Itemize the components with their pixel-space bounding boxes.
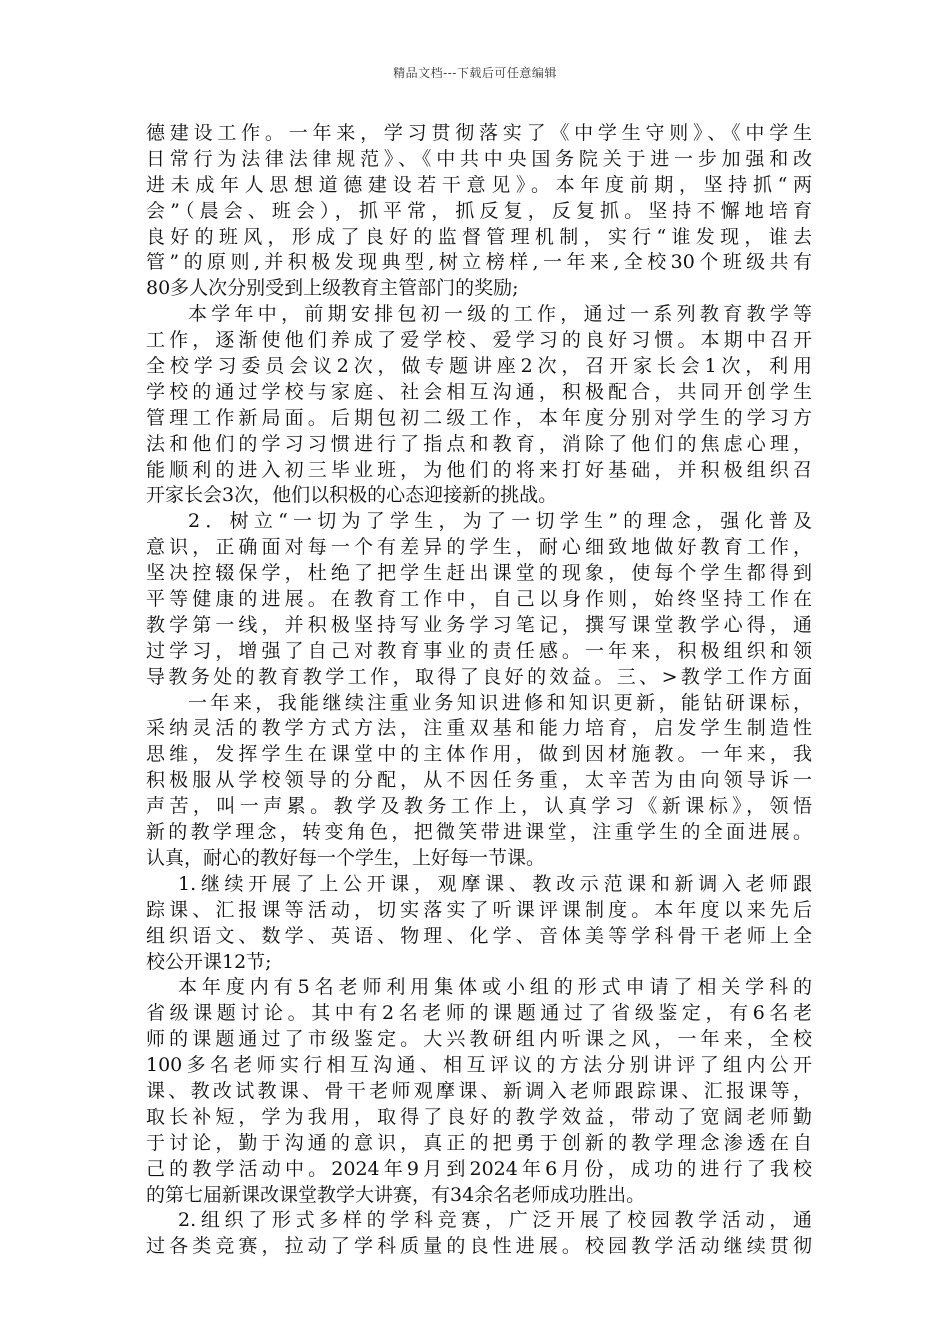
text-line: 组织语文、数学、英语、物理、化学、音体美等学科骨干老师上全 — [146, 924, 812, 947]
text-line: 本年度内有5名老师利用集体或小组的形式申请了相关学科的 — [178, 976, 812, 999]
text-line: 法和他们的学习习惯进行了指点和教育，消除了他们的焦虑心理， — [146, 432, 812, 455]
text-line: 德建设工作。一年来，学习贯彻落实了《中学生守则》、《中学生 — [146, 122, 812, 144]
page-header: 精品文档---下载后可任意编辑 — [393, 66, 557, 80]
text-line: 管”的原则,并积极发现典型,树立榜样,一年来,全校30个班级共有 — [146, 251, 812, 274]
text-line: 校公开课12节; — [146, 950, 272, 973]
text-line: 80多人次分别受到上级教育主管部门的奖励; — [146, 277, 519, 300]
text-line: 全校学习委员会议2次，做专题讲座2次，召开家长会1次，利用 — [146, 355, 812, 378]
text-line: 学校的通过学校与家庭、社会相互沟通，积极配合，共同开创学生 — [146, 380, 812, 403]
text-line: 100多名老师实行相互沟通、相互评议的方法分别讲评了组内公开 — [146, 1054, 812, 1077]
text-line: 积极服从学校领导的分配，从不因任务重，太辛苦为由向领导诉一 — [146, 769, 812, 792]
text-line: 进未成年人思想道德建设若干意见》。本年度前期，坚持抓“两 — [146, 173, 812, 196]
text-line: 省级课题讨论。其中有2名老师的课题通过了省级鉴定，有6名老 — [146, 1002, 812, 1025]
text-line: 1.继续开展了上公开课，观摩课、教改示范课和新调入老师跟 — [178, 872, 812, 895]
text-line: 课、教改试教课、骨干老师观摩课、新调入老师跟踪课、汇报课等， — [146, 1079, 812, 1102]
text-line: 会”（晨会、班会），抓平常，抓反复，反复抓。坚持不懈地培育 — [146, 199, 812, 222]
text-line: 坚决控辍保学，杜绝了把学生赶出课堂的现象，使每个学生都得到 — [146, 562, 812, 585]
text-line: 日常行为法律法律规范》、《中共中央国务院关于进一步加强和改 — [146, 147, 812, 170]
text-line: 踪课、汇报课等活动，切实落实了听课评课制度。本年度以来先后 — [146, 898, 812, 921]
text-line: 能顺利的进入初三毕业班，为他们的将来打好基础，并积极组织召 — [146, 458, 812, 481]
text-line: 导教务处的教育教学工作，取得了良好的效益。三、>教学工作方面 — [146, 665, 812, 688]
text-line: 过学习，增强了自己对教育事业的责任感。一年来，积极组织和领 — [146, 639, 812, 662]
text-line: 良好的班风，形成了良好的监督管理机制，实行“谁发现，谁去 — [146, 225, 812, 248]
text-line: 采纳灵活的教学方式方法，注重双基和能力培育，启发学生制造性 — [146, 717, 812, 740]
text-line: 教学第一线，并积极坚持写业务学习笔记，撰写课堂教学心得，通 — [146, 613, 812, 636]
text-line: 过各类竞赛，拉动了学科质量的良性进展。校园教学活动继续贯彻 — [146, 1235, 812, 1258]
text-line: 取长补短，学为我用，取得了良好的教学效益，带动了宽阔老师勤 — [146, 1105, 812, 1128]
text-line: 一年来，我能继续注重业务知识进修和知识更新，能钻研课标， — [188, 691, 812, 714]
text-line: 己的教学活动中。2024年9月到2024年6月份，成功的进行了我校 — [146, 1157, 812, 1180]
text-line: 声苦，叫一声累。教学及教务工作上，认真学习《新课标》，领悟 — [146, 795, 812, 818]
document-body — [146, 121, 812, 1260]
text-line: 本学年中，前期安排包初一级的工作，通过一系列教育教学等 — [188, 303, 812, 326]
text-line: 平等健康的进展。在教育工作中，自己以身作则，始终坚持工作在 — [146, 588, 812, 611]
text-line: 思维，发挥学生在课堂中的主体作用，做到因材施教。一年来，我 — [146, 743, 812, 766]
text-line: 管理工作新局面。后期包初二级工作，本年度分别对学生的学习方 — [146, 406, 812, 429]
text-line: 新的教学理念，转变角色，把微笑带进课堂，注重学生的全面进展。 — [146, 821, 812, 844]
text-line: 2.组织了形式多样的学科竞赛，广泛开展了校园教学活动，通 — [178, 1209, 812, 1232]
text-line: 工作，逐渐使他们养成了爱学校、爱学习的良好习惯。本期中召开 — [146, 329, 812, 352]
text-line: 意识，正确面对每一个有差异的学生，耐心细致地做好教育工作， — [146, 536, 812, 559]
text-line: 认真，耐心的教好每一个学生，上好每一节课。 — [146, 846, 546, 869]
text-line: 2．树立“一切为了学生，为了一切学生”的理念，强化普及 — [188, 510, 812, 533]
text-line: 的第七届新课改课堂教学大讲赛，有34余名老师成功胜出。 — [146, 1183, 646, 1206]
text-line: 于讨论，勤于沟通的意识，真正的把勇于创新的教学理念渗透在自 — [146, 1131, 812, 1154]
text-line: 开家长会3次，他们以积极的心态迎接新的挑战。 — [146, 484, 558, 507]
text-line: 师的课题通过了市级鉴定。大兴教研组内听课之风，一年来，全校 — [146, 1028, 812, 1051]
